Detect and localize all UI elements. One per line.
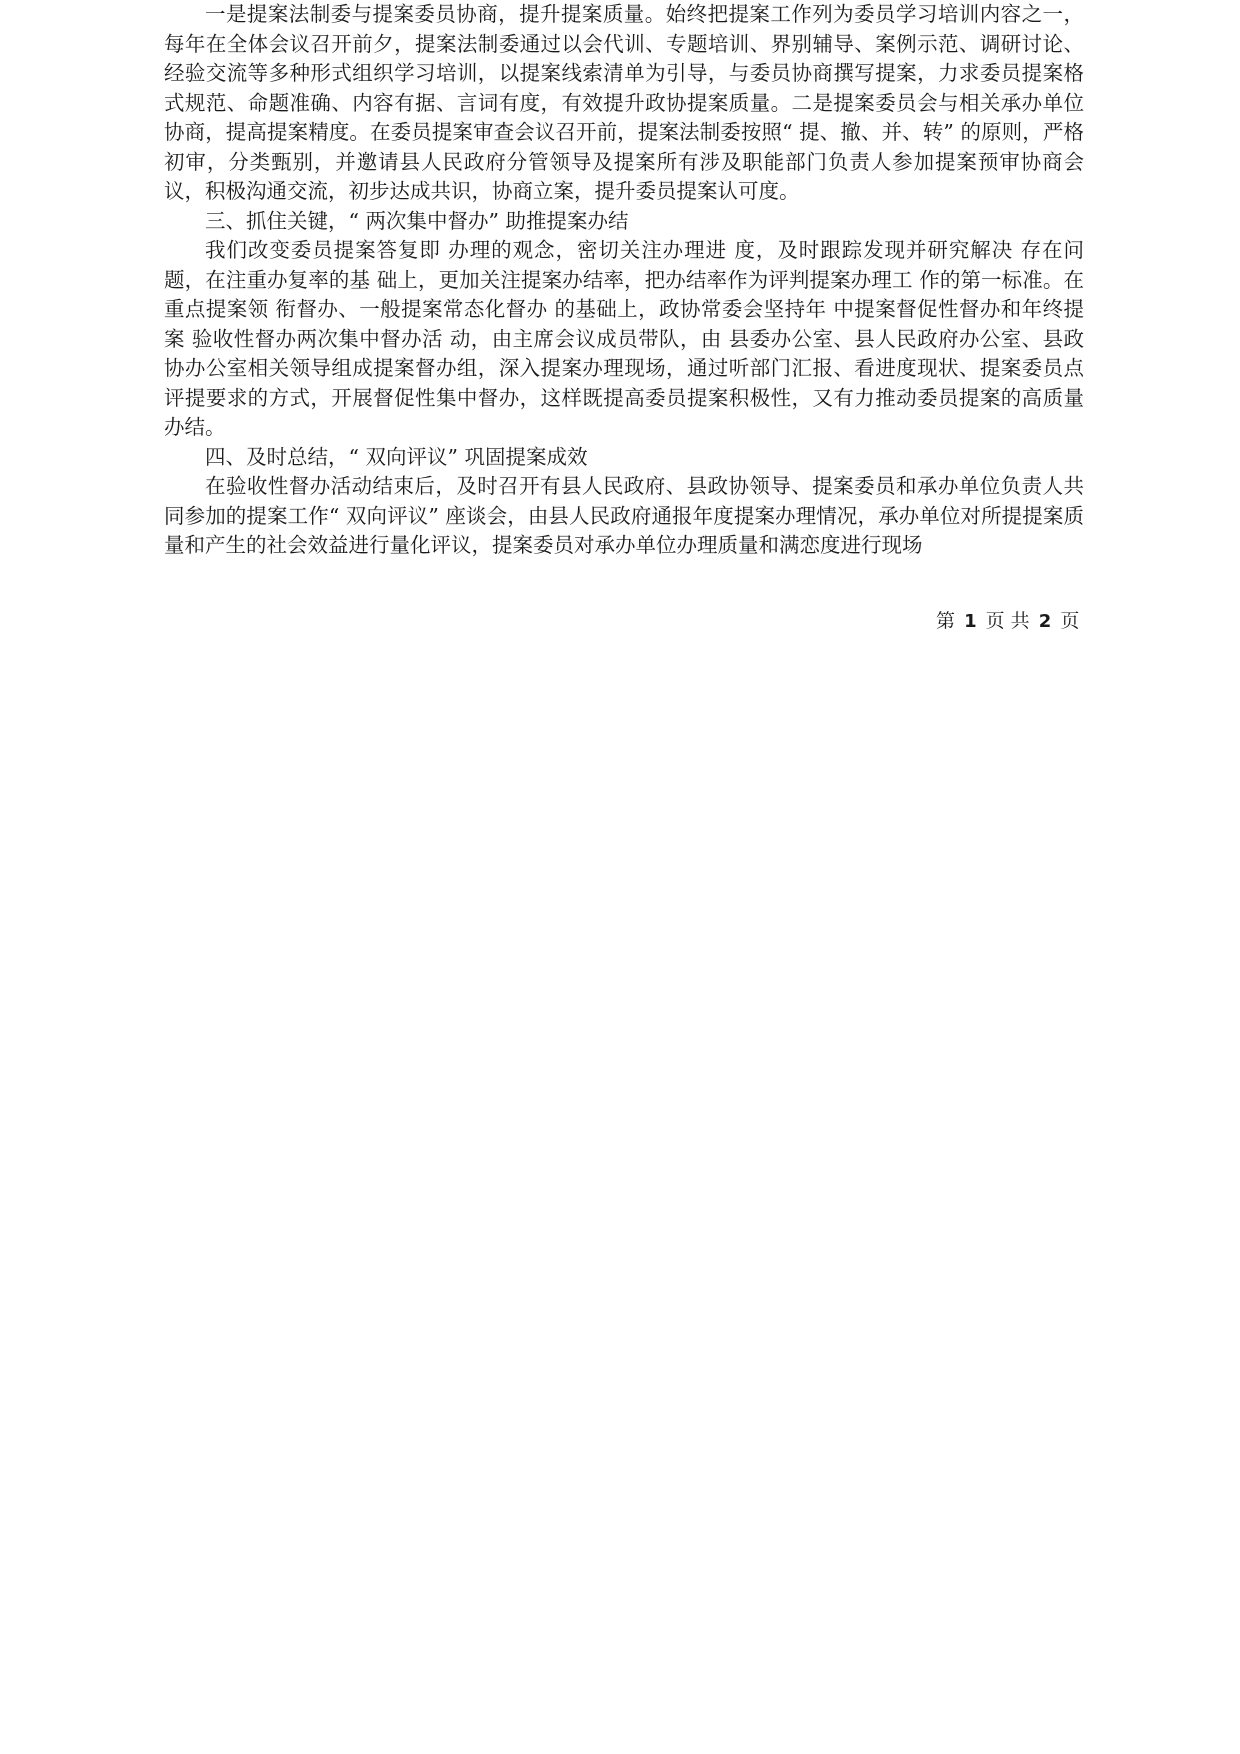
document-body <box>164 0 1084 561</box>
footer-prefix: 第 <box>936 610 956 632</box>
paragraph-consultation: 一是提案法制委与提案委员协商，提升提案质量。始终把提案工作列为委员学习培训内容之一，每年在全体会议召开前夕，提案法制委通过以会代训、专题培训、界别辅导、案例示范、调研讨论、经验交流等多种形式组织学习培训，以提案线索清单为引导，与委员协商撰写提案，力求委员提案格式规范、命题准确、内容有据、言词有度，有效提升政协提案质量。二是提案委员会与相关承办单位协商，提高提案精度。在委员提案审查会议召开前，提案法制委按照“ 提、撤、并、转” 的原则，严格初审，分类甄别，并邀请县人民政府分管领导及提案所有涉及职能部门负责人参加提案预审协商会议，积极沟通交流，初步达成共识，协商立案，提升委员提案认可度。 <box>164 2 1084 203</box>
footer-page-current: 1 <box>964 611 977 632</box>
paragraph-supervision: 我们改变委员提案答复即 办理的观念，密切关注办理进 度，及时跟踪发现并研究解决 存在问题，在注重办复率的基 础上，更加关注提案办结率，把办结率作为评判提案办理工 作的第一标准。在重点提案领 衔督办、一般提案常态化督办 的基础上，政协常委会坚持年 中提案督促性督办和年终提案 验收性督办两次集中督办活 动，由主席会议成员带队，由 县委办公室、县人民政府办公室、县政协办公室相关领导组成提案督办组，深入提案办理现场，通过听部门汇报、看进度现状、提案委员点评提要求的方式，开展督促性集中督办，这样既提高委员提案积极性，又有力推动委员提案的高质量办结。 <box>164 238 1084 439</box>
paragraph-evaluation: 在验收性督办活动结束后，及时召开有县人民政府、县政协领导、提案委员和承办单位负责人共同参加的提案工作“ 双向评议” 座谈会，由县人民政府通报年度提案办理情况，承办单位对所提提案质量和产生的社会效益进行量化评议，提案委员对承办单位办理质量和满恋度进行现场 <box>164 474 1084 557</box>
page-footer <box>936 608 1079 635</box>
footer-suffix: 页 <box>1060 610 1080 632</box>
section-heading-4: 四、及时总结，“ 双向评议” 巩固提案成效 <box>205 444 588 469</box>
footer-middle: 页 共 <box>985 610 1030 632</box>
section-heading-3: 三、抓住关键，“ 两次集中督办” 助推提案办结 <box>205 208 629 233</box>
footer-page-total: 2 <box>1038 611 1052 632</box>
